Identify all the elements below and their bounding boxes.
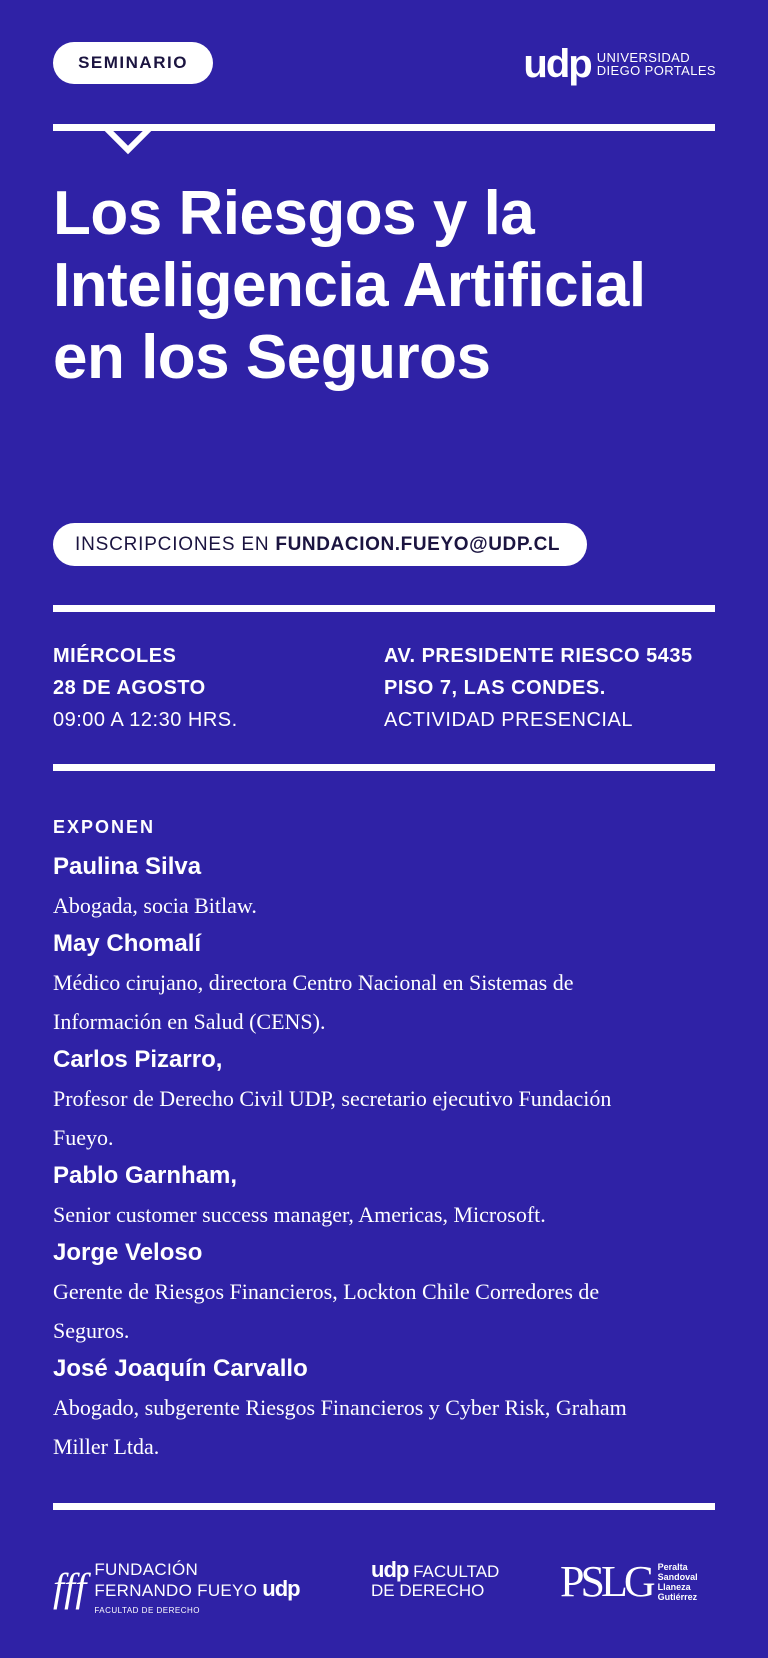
pslg-name-3: Llaneza xyxy=(657,1582,691,1592)
facultad-udp-mark: udp xyxy=(371,1557,409,1582)
page-title xyxy=(53,178,743,394)
event-date: 28 DE AGOSTO xyxy=(53,677,206,699)
pslg-logo xyxy=(560,1557,698,1606)
udp-logo xyxy=(523,44,716,84)
speaker-role: Abogado, subgerente Riesgos Financieros y Cyber Risk, Graham xyxy=(53,1395,627,1420)
facultad-line-1: FACULTAD xyxy=(413,1562,500,1581)
speaker-name: Pablo Garnham, xyxy=(53,1162,238,1189)
pslg-mark: PSLG xyxy=(560,1557,652,1606)
speaker-role: Seguros. xyxy=(53,1318,130,1343)
speaker-role: Miller Ltda. xyxy=(53,1434,160,1459)
speaker-role: Gerente de Riesgos Financieros, Lockton Chile Corredores de xyxy=(53,1279,600,1304)
pslg-names xyxy=(658,1562,698,1602)
event-mode: ACTIVIDAD PRESENCIAL xyxy=(384,709,633,731)
speaker-name: Paulina Silva xyxy=(53,853,202,880)
pslg-name-2: Sandoval xyxy=(657,1572,698,1582)
fundacion-fueyo-logo xyxy=(53,1560,300,1615)
divider-3 xyxy=(53,1503,715,1510)
speaker-role: Abogada, socia Bitlaw. xyxy=(53,893,257,918)
udp-logo-text xyxy=(597,51,716,77)
fueyo-udp-mark: udp xyxy=(262,1576,300,1601)
speaker-role: Médico cirujano, directora Centro Nacional en Sistemas de xyxy=(53,970,574,995)
speaker-role: Profesor de Derecho Civil UDP, secretario ejecutivo Fundación xyxy=(53,1086,612,1111)
speakers-label: EXPONEN xyxy=(53,817,156,837)
speaker-name: José Joaquín Carvallo xyxy=(53,1355,308,1382)
event-location xyxy=(384,640,693,736)
speech-notch-icon xyxy=(104,126,154,156)
speaker-role: Fueyo. xyxy=(53,1125,114,1150)
speaker-name: Carlos Pizarro, xyxy=(53,1046,223,1073)
event-day: MIÉRCOLES xyxy=(53,645,177,667)
udp-logo-line2: DIEGO PORTALES xyxy=(596,63,716,78)
title-line-1: Los Riesgos y la xyxy=(53,179,535,248)
event-address-2: PISO 7, LAS CONDES. xyxy=(384,677,606,699)
speaker-role: Información en Salud (CENS). xyxy=(53,1009,326,1034)
event-address-1: AV. PRESIDENTE RIESCO 5435 xyxy=(384,645,693,667)
fueyo-line-2: FERNANDO FUEYO udp xyxy=(94,1576,300,1601)
event-datetime xyxy=(53,640,238,736)
udp-logo-mark: udp xyxy=(523,42,591,86)
speaker-role: Senior customer success manager, Americas, Microsoft. xyxy=(53,1202,546,1227)
facultad-derecho-logo xyxy=(371,1557,500,1600)
udp-logo-line1: UNIVERSIDAD xyxy=(596,50,690,65)
registration-pill xyxy=(53,523,587,566)
title-line-2: Inteligencia Artificial xyxy=(53,251,646,320)
facultad-line-2: DE DERECHO xyxy=(371,1581,485,1600)
registration-email[interactable]: FUNDACION.FUEYO@UDP.CL xyxy=(275,533,561,555)
pslg-name-1: Peralta xyxy=(657,1562,688,1572)
fueyo-text xyxy=(94,1560,299,1615)
title-line-3: en los Seguros xyxy=(53,323,491,392)
fueyo-line-1: FUNDACIÓN xyxy=(94,1560,199,1579)
seminario-tag: SEMINARIO xyxy=(53,42,213,84)
event-time: 09:00 A 12:30 HRS. xyxy=(53,709,238,731)
speaker-name: Jorge Veloso xyxy=(53,1239,203,1266)
fueyo-mark-icon: fff xyxy=(53,1564,87,1610)
registration-prefix: INSCRIPCIONES EN xyxy=(75,533,270,555)
speakers-list xyxy=(53,848,723,1466)
pslg-name-4: Gutiérrez xyxy=(657,1592,698,1602)
divider-2 xyxy=(53,764,715,771)
fueyo-small-text: FACULTAD DE DERECHO xyxy=(94,1606,201,1615)
divider-1 xyxy=(53,605,715,612)
speaker-name: May Chomalí xyxy=(53,930,202,957)
